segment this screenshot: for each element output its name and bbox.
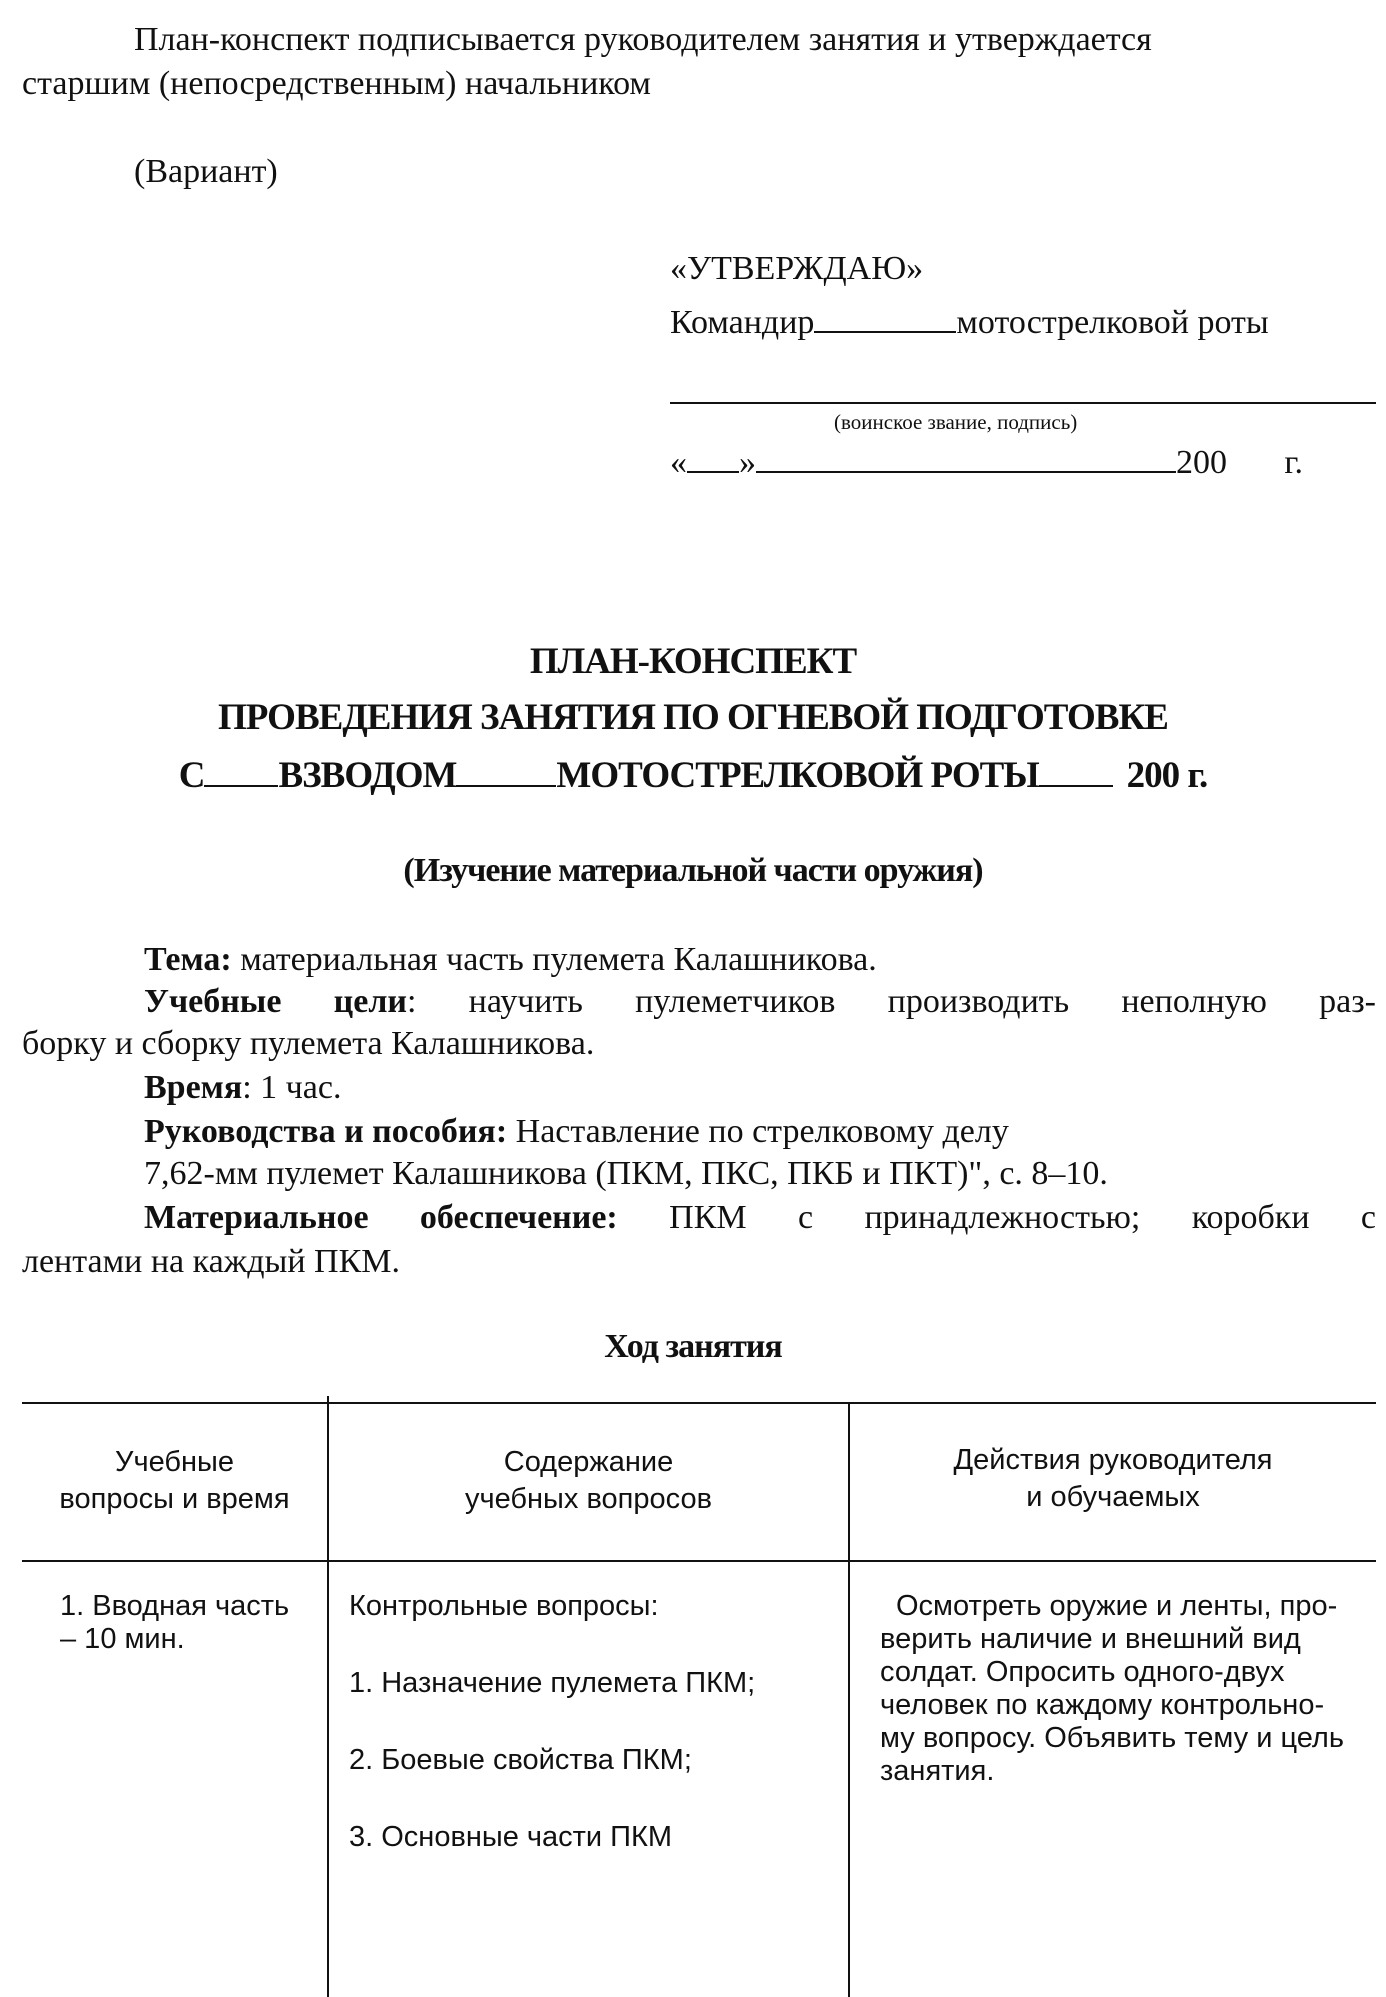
- question-item: 1. Назначение пулемета ПКМ;: [349, 1667, 756, 1699]
- intro-note-line-2: старшим (непосредственным) начальником: [22, 65, 651, 102]
- goals-line-2: борку и сборку пулемета Калашникова.: [22, 1025, 595, 1062]
- approval-date: « » 200 г.: [670, 444, 1303, 481]
- commander-suffix: мотострелковой роты: [956, 304, 1269, 341]
- document-subtitle: (Изучение материальной части оружия): [403, 852, 983, 889]
- signature-caption: (воинское звание, подпись): [834, 410, 1078, 434]
- company-number-blank[interactable]: [814, 331, 956, 333]
- supply-line-2: лентами на каждый ПКМ.: [22, 1243, 401, 1280]
- approval-commander: [670, 304, 1376, 342]
- table-header-border: [22, 1560, 1376, 1562]
- question-item: 2. Боевые свойства ПКМ;: [349, 1744, 692, 1776]
- year-blank-title[interactable]: [1039, 785, 1113, 787]
- document-title-line-3: С ВЗВОДОМ МОТОСТРЕЛКОВОЙ РОТЫ 200 г.: [178, 755, 1208, 796]
- table-row-content: [349, 1590, 839, 1854]
- date-month-blank[interactable]: [756, 471, 1176, 473]
- company-number-blank-title[interactable]: [456, 785, 556, 787]
- course-heading: Ход занятия: [604, 1328, 782, 1365]
- platoon-number-blank[interactable]: [204, 785, 278, 787]
- table-row-actions: Осмотреть оружие и ленты, про- верить наличие и внешний вид солдат. Опросить одного-двух человек по каждому контрольно- му вопросу. Объявить тему и цель занятия.: [880, 1590, 1344, 1787]
- manuals-line: Руководства и пособия: Наставление по стрелковому делу: [144, 1113, 1009, 1150]
- manuals-line-2: 7,62-мм пулемет Калашникова (ПКМ, ПКС, ПКБ и ПКТ)", с. 8–10.: [144, 1155, 1108, 1192]
- approval-heading: «УТВЕРЖДАЮ»: [670, 250, 924, 287]
- variant-label: (Вариант): [134, 153, 278, 190]
- intro-note-line-1: План-конспект подписывается руководителем занятия и утверждается: [134, 21, 1152, 58]
- supply-line: Материальное обеспечение: ПКМ с принадлежностью; коробки с: [144, 1199, 1376, 1236]
- content-heading: Контрольные вопросы:: [349, 1590, 659, 1622]
- document-title: ПЛАН-КОНСПЕКТ: [529, 641, 857, 682]
- date-day-blank[interactable]: [687, 471, 739, 473]
- topic-line: Тема: материальная часть пулемета Калашникова.: [144, 941, 877, 978]
- table-row-stage: 1. Вводная часть – 10 мин.: [60, 1590, 290, 1655]
- question-item: 3. Основные части ПКМ: [349, 1821, 673, 1853]
- table-top-border: [22, 1402, 1376, 1404]
- table-header-stage: Учебные вопросы и время: [59, 1446, 290, 1515]
- year-suffix: г.: [1284, 444, 1303, 481]
- goals-line: Учебные цели: научить пулеметчиков производить неполную раз-: [144, 983, 1376, 1020]
- table-header-actions: Действия руководителя и обучаемых: [953, 1444, 1273, 1513]
- document-title-line-2: ПРОВЕДЕНИЯ ЗАНЯТИЯ ПО ОГНЕВОЙ ПОДГОТОВКЕ: [218, 697, 1168, 738]
- commander-prefix: Командир: [670, 304, 815, 341]
- year-value: 200: [1176, 444, 1227, 481]
- time-line: Время: 1 час.: [144, 1069, 342, 1106]
- signature-line[interactable]: [670, 402, 1376, 404]
- table-header-content: Содержание учебных вопросов: [465, 1446, 712, 1515]
